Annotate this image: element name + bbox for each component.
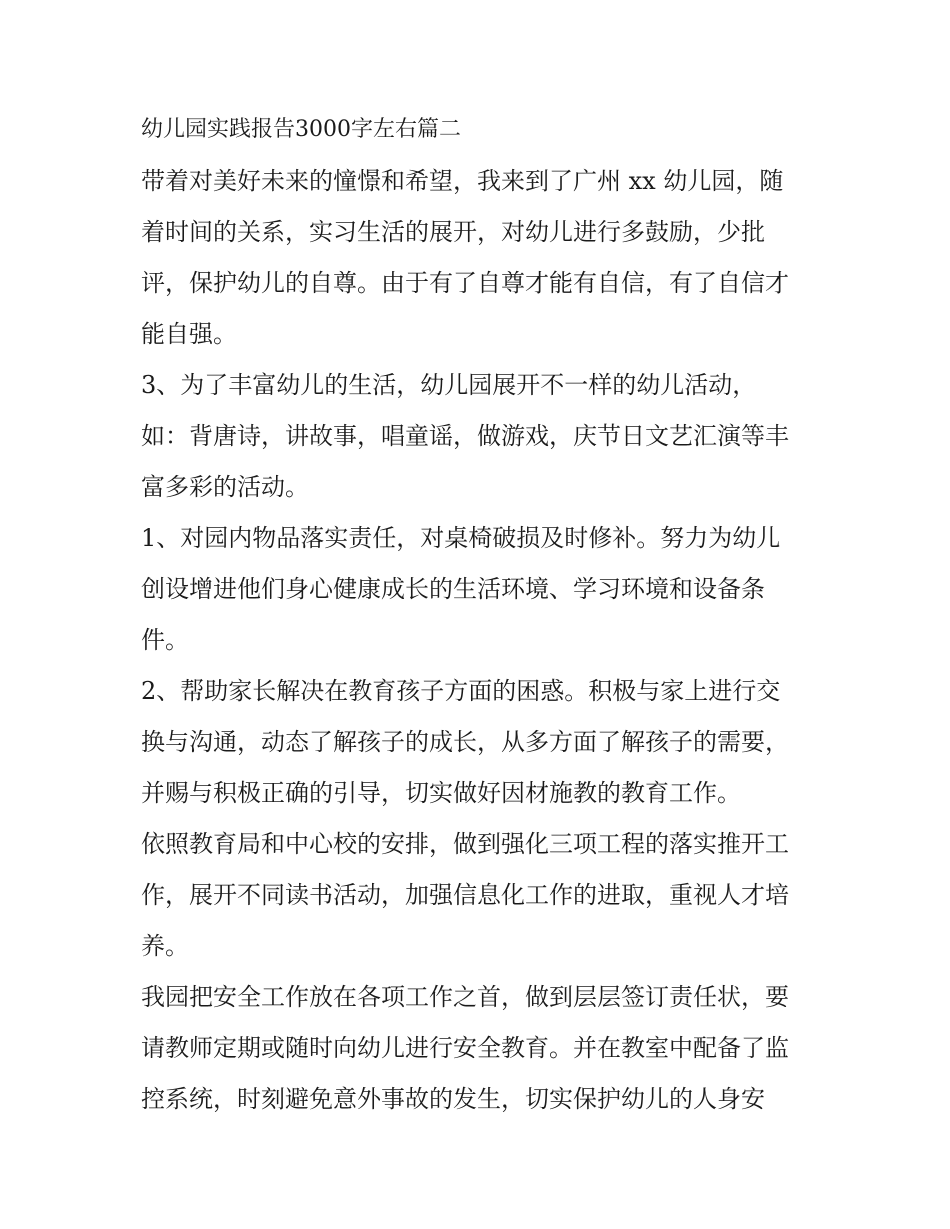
text-line: 依照教育局和中心校的安排，做到强化三项工程的落实推开工 (141, 830, 789, 858)
text-line: 着时间的关系，实习生活的展开，对幼儿进行多鼓励，少批 (141, 218, 765, 246)
text-line: 件。 (141, 626, 189, 654)
text-line: 评，保护幼儿的自尊。由于有了自尊才能有自信，有了自信才 (141, 269, 789, 297)
text-line: 富多彩的活动。 (141, 473, 309, 501)
text-line: 能自强。 (141, 320, 237, 348)
text-line: 请教师定期或随时向幼儿进行安全教育。并在教室中配备了监 (141, 1034, 789, 1062)
text-line: 作，展开不同读书活动，加强信息化工作的进取，重视人才培 (141, 881, 789, 909)
text-line: 我园把安全工作放在各项工作之首，做到层层签订责任状，要 (141, 983, 789, 1011)
document-title: 幼儿园实践报告3000字左右篇二 (141, 117, 461, 142)
text-line: 2、帮助家长解决在教育孩子方面的困惑。积极与家上进行交 (141, 677, 781, 705)
text-line: 养。 (141, 932, 189, 960)
text-line: 换与沟通，动态了解孩子的成长，从多方面了解孩子的需要， (141, 728, 789, 756)
text-line: 并赐与积极正确的引导，切实做好因材施教的教育工作。 (141, 779, 741, 807)
text-line: 控系统，时刻避免意外事故的发生，切实保护幼儿的人身安 (141, 1085, 765, 1113)
text-line: 带着对美好未来的憧憬和希望，我来到了广州 xx 幼儿园，随 (141, 167, 784, 195)
text-line: 如：背唐诗，讲故事，唱童谣，做游戏，庆节日文艺汇演等丰 (141, 422, 789, 450)
text-line: 1、对园内物品落实责任，对桌椅破损及时修补。努力为幼儿 (141, 524, 781, 552)
text-line: 创设增进他们身心健康成长的生活环境、学习环境和设备条 (141, 575, 765, 603)
text-line: 3、为了丰富幼儿的生活，幼儿园展开不一样的幼儿活动， (141, 371, 757, 399)
